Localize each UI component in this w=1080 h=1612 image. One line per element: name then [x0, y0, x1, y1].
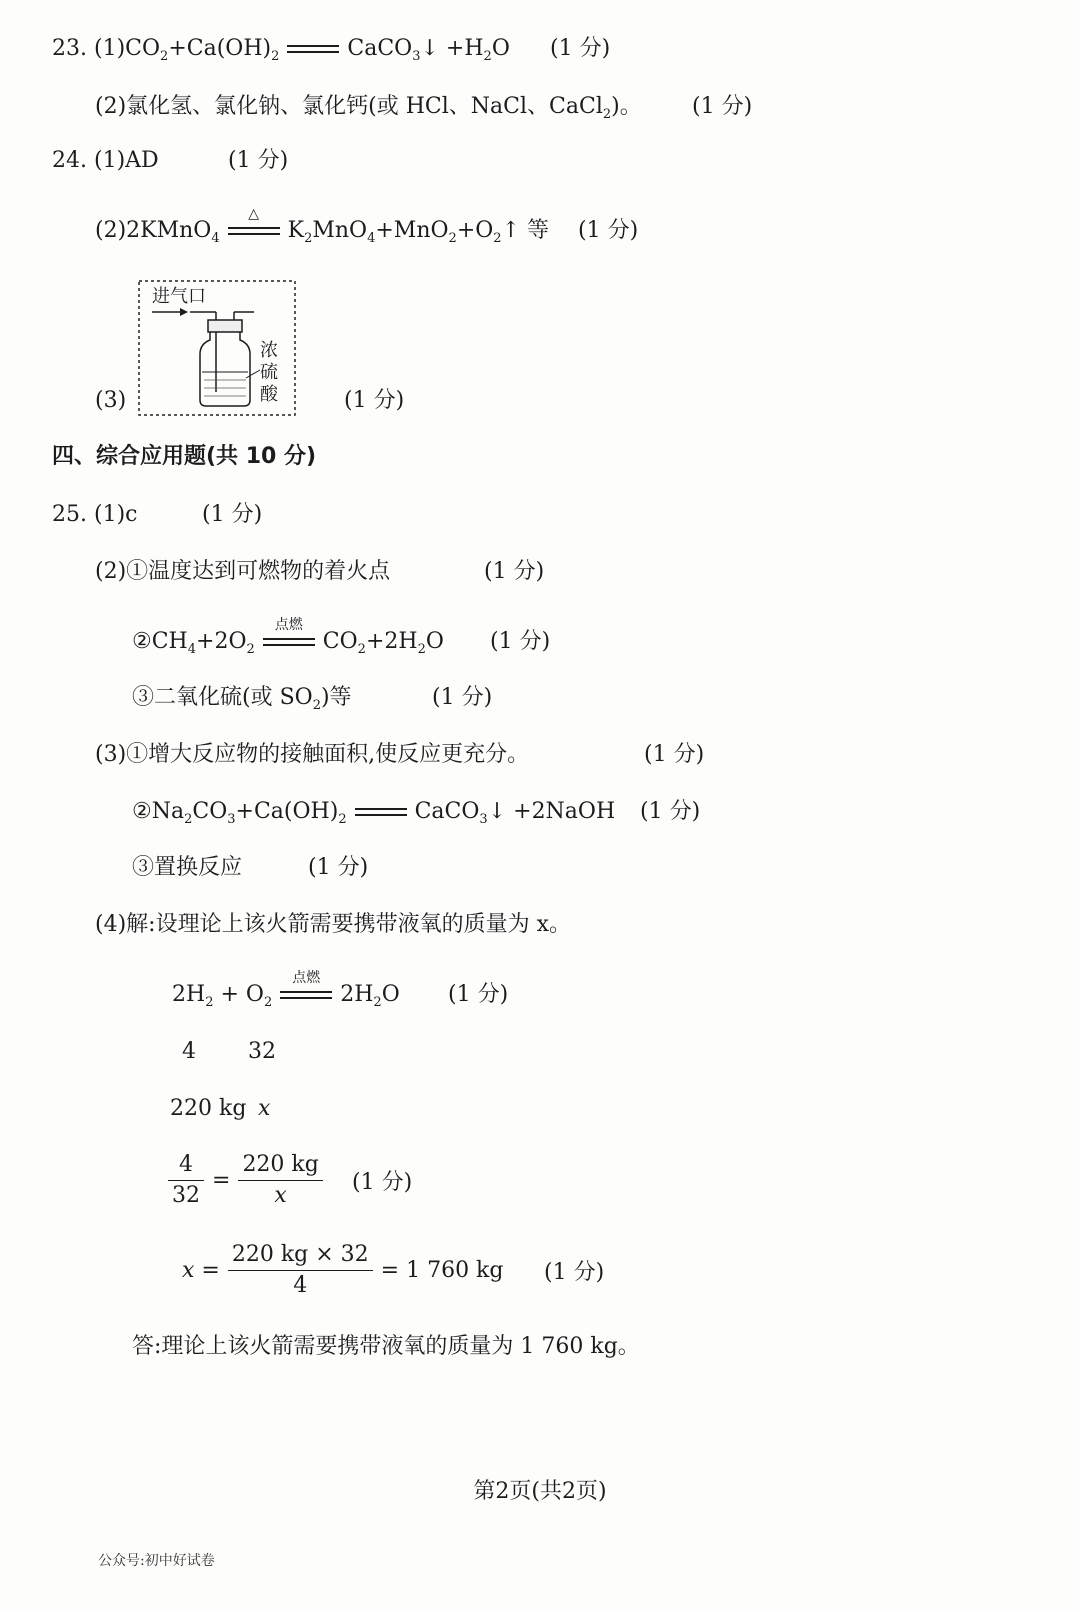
answer-text: )等	[320, 685, 352, 710]
given-mass: 220 kg	[170, 1096, 247, 1121]
acid-label-3: 酸	[260, 384, 278, 405]
section-title: 四、综合应用题(共 10 分)	[52, 444, 317, 469]
q24-part3-label: (3)	[95, 388, 127, 413]
q23-part2-score: (1 分)	[692, 94, 753, 119]
formula-part: O	[425, 629, 444, 654]
subscript: 4	[211, 231, 220, 246]
equals-sign: =	[212, 1168, 231, 1193]
subscript: 2	[373, 995, 382, 1010]
bottle-body	[200, 332, 250, 406]
numerator: 4	[168, 1150, 204, 1181]
answer-text: (1)AD	[94, 148, 159, 173]
relative-mass-1: 4	[182, 1039, 196, 1064]
subscript: 2	[304, 231, 313, 246]
subscript: 2	[312, 698, 321, 713]
subscript: 2	[205, 995, 214, 1010]
reaction-equals-sign	[261, 617, 317, 649]
subscript: 2	[160, 49, 169, 64]
arrow-head-icon	[180, 308, 188, 316]
acid-label-1: 浓	[260, 340, 278, 361]
denominator: 32	[172, 1183, 200, 1208]
q23-part1	[52, 34, 510, 64]
formula-part: 2H	[172, 982, 206, 1007]
q25-part3-1: (3)①增大反应物的接触面积,使反应更充分。	[95, 742, 530, 767]
q24-part3-score: (1 分)	[344, 388, 405, 413]
answer-text: )。	[611, 94, 642, 119]
reaction-equals-sign	[226, 206, 282, 238]
q25-part3-2	[132, 797, 615, 827]
formula-part: +2O	[196, 629, 247, 654]
q24-part2	[95, 206, 550, 246]
denominator: x	[274, 1183, 287, 1208]
formula-part: CO	[322, 629, 358, 654]
formula-part: ②CH	[132, 629, 188, 654]
subscript: 3	[412, 49, 421, 64]
gas-washing-bottle-diagram	[138, 280, 298, 420]
calc-score: (1 分)	[544, 1260, 605, 1285]
q25-number: 25.	[52, 502, 87, 527]
relative-mass-2: 32	[248, 1039, 276, 1064]
reaction-equals-sign	[353, 805, 409, 819]
q25-part4-equation-score: (1 分)	[448, 982, 509, 1007]
subscript: 2	[246, 642, 255, 657]
diagram-svg	[138, 280, 298, 420]
q25-part2-3	[132, 683, 352, 713]
answer-text: (2)氯化氢、氯化钠、氯化钙(或 HCl、NaCl、CaCl	[95, 94, 603, 119]
subscript: 2	[357, 642, 366, 657]
ratio-score: (1 分)	[352, 1170, 413, 1195]
formula-part: MnO	[312, 218, 368, 243]
ratio-right	[238, 1150, 322, 1211]
answer-text: ③二氧化硫(或 SO	[132, 685, 313, 710]
q25-part3-1-score: (1 分)	[644, 742, 705, 767]
formula-part: O	[491, 36, 510, 61]
q25-part3-3: ③置换反应	[132, 855, 243, 880]
formula-part: 2H	[340, 982, 374, 1007]
formula-part: CO	[192, 799, 228, 824]
formula-part: +2H	[365, 629, 418, 654]
formula-part: 2KMnO	[126, 218, 212, 243]
subscript: 3	[479, 812, 488, 827]
formula-part: ②Na	[132, 799, 185, 824]
q24-part1	[52, 146, 159, 176]
q25-part2-1-score: (1 分)	[484, 559, 545, 584]
formula-part: + O	[213, 982, 264, 1007]
subscript: 4	[367, 231, 376, 246]
formula-part: CaCO	[414, 799, 480, 824]
q25-part1-score: (1 分)	[202, 502, 263, 527]
q24-part1-score: (1 分)	[228, 148, 289, 173]
q24-part2-score: (1 分)	[578, 218, 639, 243]
reaction-equals-sign	[278, 970, 334, 1002]
subscript: 3	[227, 812, 236, 827]
q23-part1-score: (1 分)	[550, 36, 611, 61]
answer-text: (1)c	[94, 502, 138, 527]
calc-lhs: x =	[182, 1258, 220, 1283]
formula-part: CO	[125, 36, 161, 61]
watermark: 公众号:初中好试卷	[98, 1553, 215, 1569]
subscript: 2	[483, 49, 492, 64]
formula-part: +Ca(OH)	[235, 799, 339, 824]
calc-fraction	[228, 1240, 373, 1301]
numerator: 220 kg	[238, 1150, 322, 1181]
q25-part2-1: (2)①温度达到可燃物的着火点	[95, 559, 391, 584]
calc-equation	[182, 1240, 503, 1301]
label-pointer	[246, 370, 260, 378]
page-footer: 第2页(共2页)	[473, 1479, 607, 1504]
subscript: 4	[187, 642, 197, 657]
formula-part: +Ca(OH)	[168, 36, 272, 61]
formula-part: +MnO	[375, 218, 449, 243]
subscript: 2	[263, 995, 273, 1010]
ignite-condition: 点燃	[274, 617, 303, 633]
q25-part2-2-score: (1 分)	[490, 629, 551, 654]
q25-part3-3-score: (1 分)	[308, 855, 369, 880]
subscript: 2	[448, 231, 457, 246]
subscript: 2	[417, 642, 426, 657]
formula-part: ↓ +2NaOH	[487, 799, 616, 824]
formula-part: +O	[456, 218, 494, 243]
q25-part3-2-score: (1 分)	[640, 799, 701, 824]
inlet-label: 进气口	[152, 286, 206, 307]
q25-part1	[52, 500, 137, 530]
reaction-equals-sign	[285, 42, 341, 56]
denominator: 4	[293, 1273, 308, 1298]
subscript: 2	[271, 49, 280, 64]
formula-part: O	[381, 982, 400, 1007]
part-label: (2)	[95, 218, 127, 243]
q25-part2-2	[132, 617, 444, 657]
ignite-condition: 点燃	[292, 970, 321, 986]
bottle-stopper	[208, 320, 242, 332]
q23-number: 23.	[52, 36, 87, 61]
subscript: 2	[338, 812, 347, 827]
q24-number: 24.	[52, 148, 87, 173]
numerator: 220 kg × 32	[228, 1240, 373, 1271]
unknown-mass: x	[258, 1096, 271, 1121]
subscript: 2	[493, 231, 502, 246]
q25-part2-3-score: (1 分)	[432, 685, 493, 710]
calc-result: = 1 760 kg	[380, 1258, 504, 1283]
formula-part: K	[287, 218, 305, 243]
acid-label-2: 硫	[260, 362, 278, 383]
q25-part4-equation	[172, 970, 400, 1010]
ratio-left	[168, 1150, 204, 1211]
subscript: 2	[602, 107, 612, 122]
q23-part2	[95, 92, 642, 122]
ratio-equation	[160, 1150, 331, 1211]
formula-part: CaCO	[347, 36, 413, 61]
q23-part1-label: (1)	[94, 36, 126, 61]
subscript: 2	[184, 812, 193, 827]
final-answer: 答:理论上该火箭需要携带液氧的质量为 1 760 kg。	[132, 1334, 640, 1359]
formula-part: ↓ +H	[420, 36, 484, 61]
q25-part4-intro: (4)解:设理论上该火箭需要携带液氧的质量为 x。	[95, 912, 571, 937]
heat-condition: △	[248, 206, 260, 222]
formula-part: ↑ 等	[501, 218, 550, 243]
